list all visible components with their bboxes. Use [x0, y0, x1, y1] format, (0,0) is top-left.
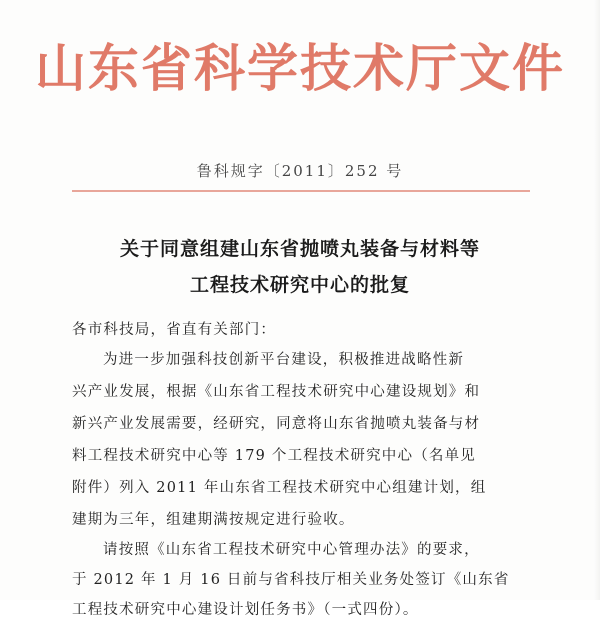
body-line-7: 请按照《山东省工程技术研究中心管理办法》的要求，	[103, 542, 480, 558]
body-line-5: 附件）列入 2011 年山东省工程技术研究中心组建计划，组	[72, 480, 487, 496]
body-line-1: 为进一步加强科技创新平台建设，积极推进战略性新	[103, 352, 465, 368]
body-line-4: 料工程技术研究中心等 179 个工程技术研究中心（名单见	[72, 448, 476, 464]
letterhead-title: 山东省科学技术厅文件	[34, 40, 565, 99]
body-line-8: 于 2012 年 1 月 16 日前与省科技厅相关业务处签订《山东省	[72, 572, 510, 588]
body-line-6: 建期为三年，组建期满按规定进行验收。	[72, 512, 355, 528]
document-title-line-1: 关于同意组建山东省抛喷丸装备与材料等	[119, 238, 480, 260]
salutation: 各市科技局，省直有关部门：	[72, 322, 277, 338]
letterhead-divider	[72, 190, 530, 192]
document-title-line-2: 工程技术研究中心的批复	[189, 274, 410, 296]
body-line-9: 工程技术研究中心建设计划任务书》（一式四份）。	[72, 602, 419, 618]
body-line-3: 新兴产业发展需要，经研究，同意将山东省抛喷丸装备与材	[72, 416, 481, 432]
document-number: 鲁科规字〔2011〕252 号	[196, 162, 404, 180]
body-line-2: 兴产业发展，根据《山东省工程技术研究中心建设规划》和	[72, 384, 481, 400]
scan-edge-shadow	[594, 0, 600, 600]
